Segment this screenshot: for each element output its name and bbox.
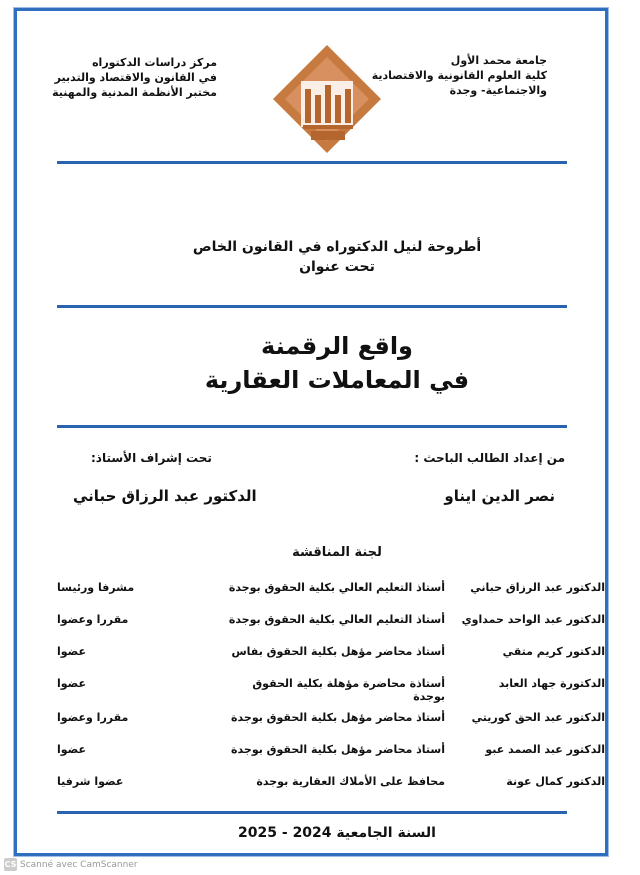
scanner-watermark bbox=[4, 858, 138, 871]
doctoral-center-header bbox=[47, 55, 217, 100]
student-name: نصر الدين ايناو bbox=[444, 487, 555, 505]
watermark-text: Scanné avec CamScanner bbox=[20, 859, 138, 870]
committee-row bbox=[57, 743, 605, 763]
member-position: أستاذ محاضر مؤهل بكلية الحقوق بفاس bbox=[231, 645, 445, 658]
member-name: الدكتور عبد الصمد عبو bbox=[485, 743, 605, 756]
member-role: مشرفا ورئيسا bbox=[57, 581, 135, 594]
member-name: الدكتور كريم متقي bbox=[502, 645, 605, 658]
thesis-title bbox=[137, 329, 537, 397]
committee-row bbox=[57, 711, 605, 731]
member-name: الدكتور عبد الواحد حمداوي bbox=[461, 613, 605, 626]
supervisor-name: الدكتور عبد الرزاق حباني bbox=[73, 487, 257, 505]
header-line: في القانون والاقتصاد والتدبير bbox=[54, 71, 217, 84]
member-position: أستاذ التعليم العالي بكلية الحقوق بوجدة bbox=[228, 613, 445, 626]
header-line: مركز دراسات الدكتوراه bbox=[92, 56, 217, 69]
committee-row bbox=[57, 775, 605, 795]
member-position: أستاذ محاضر مؤهل بكلية الحقوق بوجدة bbox=[231, 743, 445, 756]
divider bbox=[57, 161, 567, 164]
member-role: مقررا وعضوا bbox=[57, 711, 129, 724]
document-page bbox=[14, 8, 608, 856]
university-emblem-icon bbox=[271, 43, 383, 163]
member-name: الدكتور عبد الحق كوريتي bbox=[471, 711, 605, 724]
member-name: الدكتور كمال عونة bbox=[506, 775, 605, 788]
committee-title: لجنة المناقشة bbox=[292, 545, 382, 560]
thesis-subtitle-line: أطروحة لنيل الدكتوراه في القانون الخاص bbox=[192, 239, 482, 255]
member-role: عضوا bbox=[57, 645, 87, 658]
member-name: الدكتورة جهاد العابد bbox=[498, 677, 605, 690]
divider bbox=[57, 305, 567, 308]
header-line: مختبر الأنظمة المدنية والمهنية bbox=[52, 86, 217, 99]
committee-row bbox=[57, 581, 605, 601]
member-name: الدكتور عبد الرزاق حباني bbox=[470, 581, 605, 594]
divider bbox=[57, 811, 567, 814]
committee-row bbox=[57, 677, 605, 703]
header-line: والاجتماعية- وجدة bbox=[449, 84, 547, 97]
member-role: مقررا وعضوا bbox=[57, 613, 129, 626]
committee-row bbox=[57, 645, 605, 665]
thesis-subtitle bbox=[137, 237, 537, 277]
thesis-title-line: واقع الرقمنة bbox=[261, 332, 413, 360]
student-label: من إعداد الطالب الباحث : bbox=[414, 451, 565, 465]
member-role: عضوا شرفيا bbox=[57, 775, 124, 788]
member-position: محافظ على الأملاك العقارية بوجدة bbox=[256, 775, 445, 788]
academic-year: السنة الجامعية 2024 - 2025 bbox=[238, 825, 436, 841]
supervisor-label: تحت إشراف الأستاذ: bbox=[91, 451, 212, 465]
header-line: كلية العلوم القانونية والاقتصادية bbox=[371, 69, 547, 82]
committee-row bbox=[57, 613, 605, 633]
camscanner-icon: CS bbox=[4, 860, 17, 869]
header-line: جامعة محمد الأول bbox=[450, 54, 547, 67]
member-role: عضوا bbox=[57, 743, 87, 756]
thesis-subtitle-line: تحت عنوان bbox=[299, 259, 375, 275]
member-position: أستاذ التعليم العالي بكلية الحقوق بوجدة bbox=[228, 581, 445, 594]
member-position: أستاذة محاضرة مؤهلة بكلية الحقوق بوجدة bbox=[252, 677, 445, 703]
member-role: عضوا bbox=[57, 677, 87, 690]
member-position: أستاذ محاضر مؤهل بكلية الحقوق بوجدة bbox=[231, 711, 445, 724]
divider bbox=[57, 425, 567, 428]
thesis-title-line: في المعاملات العقارية bbox=[204, 366, 470, 394]
